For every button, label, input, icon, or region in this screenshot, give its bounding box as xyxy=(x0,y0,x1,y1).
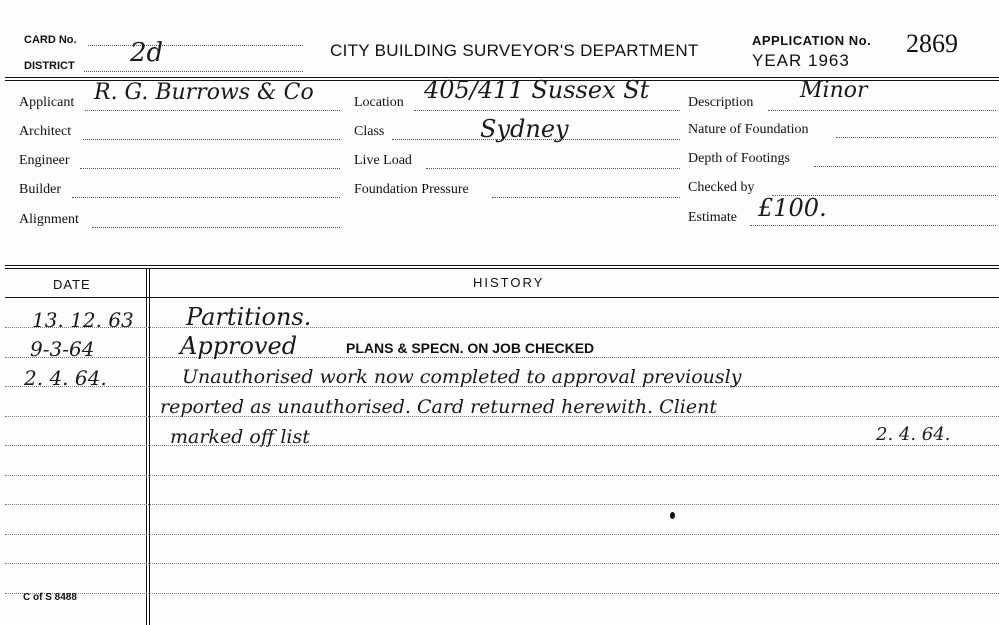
history-ruled-line xyxy=(5,357,999,358)
location-value: 405/411 Sussex St xyxy=(424,76,650,104)
location-line xyxy=(414,110,680,111)
year-label: YEAR 1963 xyxy=(752,51,850,70)
history-ruled-line xyxy=(5,445,999,446)
district-label: DISTRICT xyxy=(24,60,75,72)
entry-note-date: 2. 4. 64. xyxy=(876,424,951,445)
entry-text: Partitions. xyxy=(186,303,312,331)
entry-text: Approved xyxy=(180,332,298,360)
applicant-line xyxy=(85,110,340,111)
district-value: 2d xyxy=(130,38,164,68)
history-ruled-line xyxy=(5,534,999,535)
application-number: 2869 xyxy=(906,29,958,58)
entry-printed-note: PLANS & SPECN. ON JOB CHECKED xyxy=(346,340,595,356)
live-load-line xyxy=(426,168,680,169)
architect-line xyxy=(83,139,340,140)
checked-by-label: Checked by xyxy=(688,180,755,195)
estimate-value: £100. xyxy=(758,194,827,222)
card-no-label: CARD No. xyxy=(24,34,77,46)
entry-text: marked off list xyxy=(170,426,310,448)
date-column-divider xyxy=(146,268,147,625)
nature-of-foundation-line xyxy=(836,137,996,138)
history-ruled-line xyxy=(5,593,999,594)
table-header-rule xyxy=(5,297,999,298)
date-header: DATE xyxy=(53,277,91,292)
foundation-pressure-label: Foundation Pressure xyxy=(354,182,469,197)
location-value-2: Sydney xyxy=(480,115,569,143)
builder-label: Builder xyxy=(19,182,61,197)
history-ruled-line xyxy=(5,475,999,476)
applicant-label: Applicant xyxy=(19,95,75,110)
history-header: HISTORY xyxy=(473,275,545,290)
applicant-value: R. G. Burrows & Co xyxy=(94,80,314,105)
application-label: APPLICATION No. xyxy=(752,33,872,48)
engineer-label: Engineer xyxy=(19,153,70,168)
entry-date: 2. 4. 64. xyxy=(24,366,107,390)
date-column-divider-2 xyxy=(149,268,150,625)
table-top-rule xyxy=(5,265,999,266)
ink-dot xyxy=(670,512,675,519)
alignment-line xyxy=(92,227,340,228)
live-load-label: Live Load xyxy=(354,153,412,168)
location-label: Location xyxy=(354,95,404,110)
alignment-label: Alignment xyxy=(19,212,79,227)
estimate-line xyxy=(750,225,996,226)
form-code: C of S 8488 xyxy=(23,592,77,603)
architect-label: Architect xyxy=(19,124,72,139)
description-line xyxy=(768,110,996,111)
card-no-line xyxy=(88,45,303,46)
foundation-pressure-line xyxy=(492,197,680,198)
builder-line xyxy=(72,197,340,198)
depth-of-footings-label: Depth of Footings xyxy=(688,151,790,166)
entry-date: 13. 12. 63 xyxy=(32,308,134,332)
class-label: Class xyxy=(354,124,385,139)
entry-text: Unauthorised work now completed to approval previously xyxy=(182,366,742,388)
engineer-line xyxy=(80,168,340,169)
depth-of-footings-line xyxy=(814,166,996,167)
nature-of-foundation-label: Nature of Foundation xyxy=(688,122,809,137)
history-ruled-line xyxy=(5,327,999,328)
description-value: Minor xyxy=(800,78,868,103)
district-line xyxy=(84,71,303,72)
description-label: Description xyxy=(688,95,754,110)
history-ruled-line xyxy=(5,563,999,564)
history-ruled-line xyxy=(5,504,999,505)
entry-text: reported as unauthorised. Card returned herewith. Client xyxy=(160,396,717,418)
table-top-rule-2 xyxy=(5,268,999,269)
estimate-label: Estimate xyxy=(688,210,737,225)
department-title: CITY BUILDING SURVEYOR'S DEPARTMENT xyxy=(330,41,699,60)
entry-date: 9-3-64 xyxy=(30,337,95,361)
